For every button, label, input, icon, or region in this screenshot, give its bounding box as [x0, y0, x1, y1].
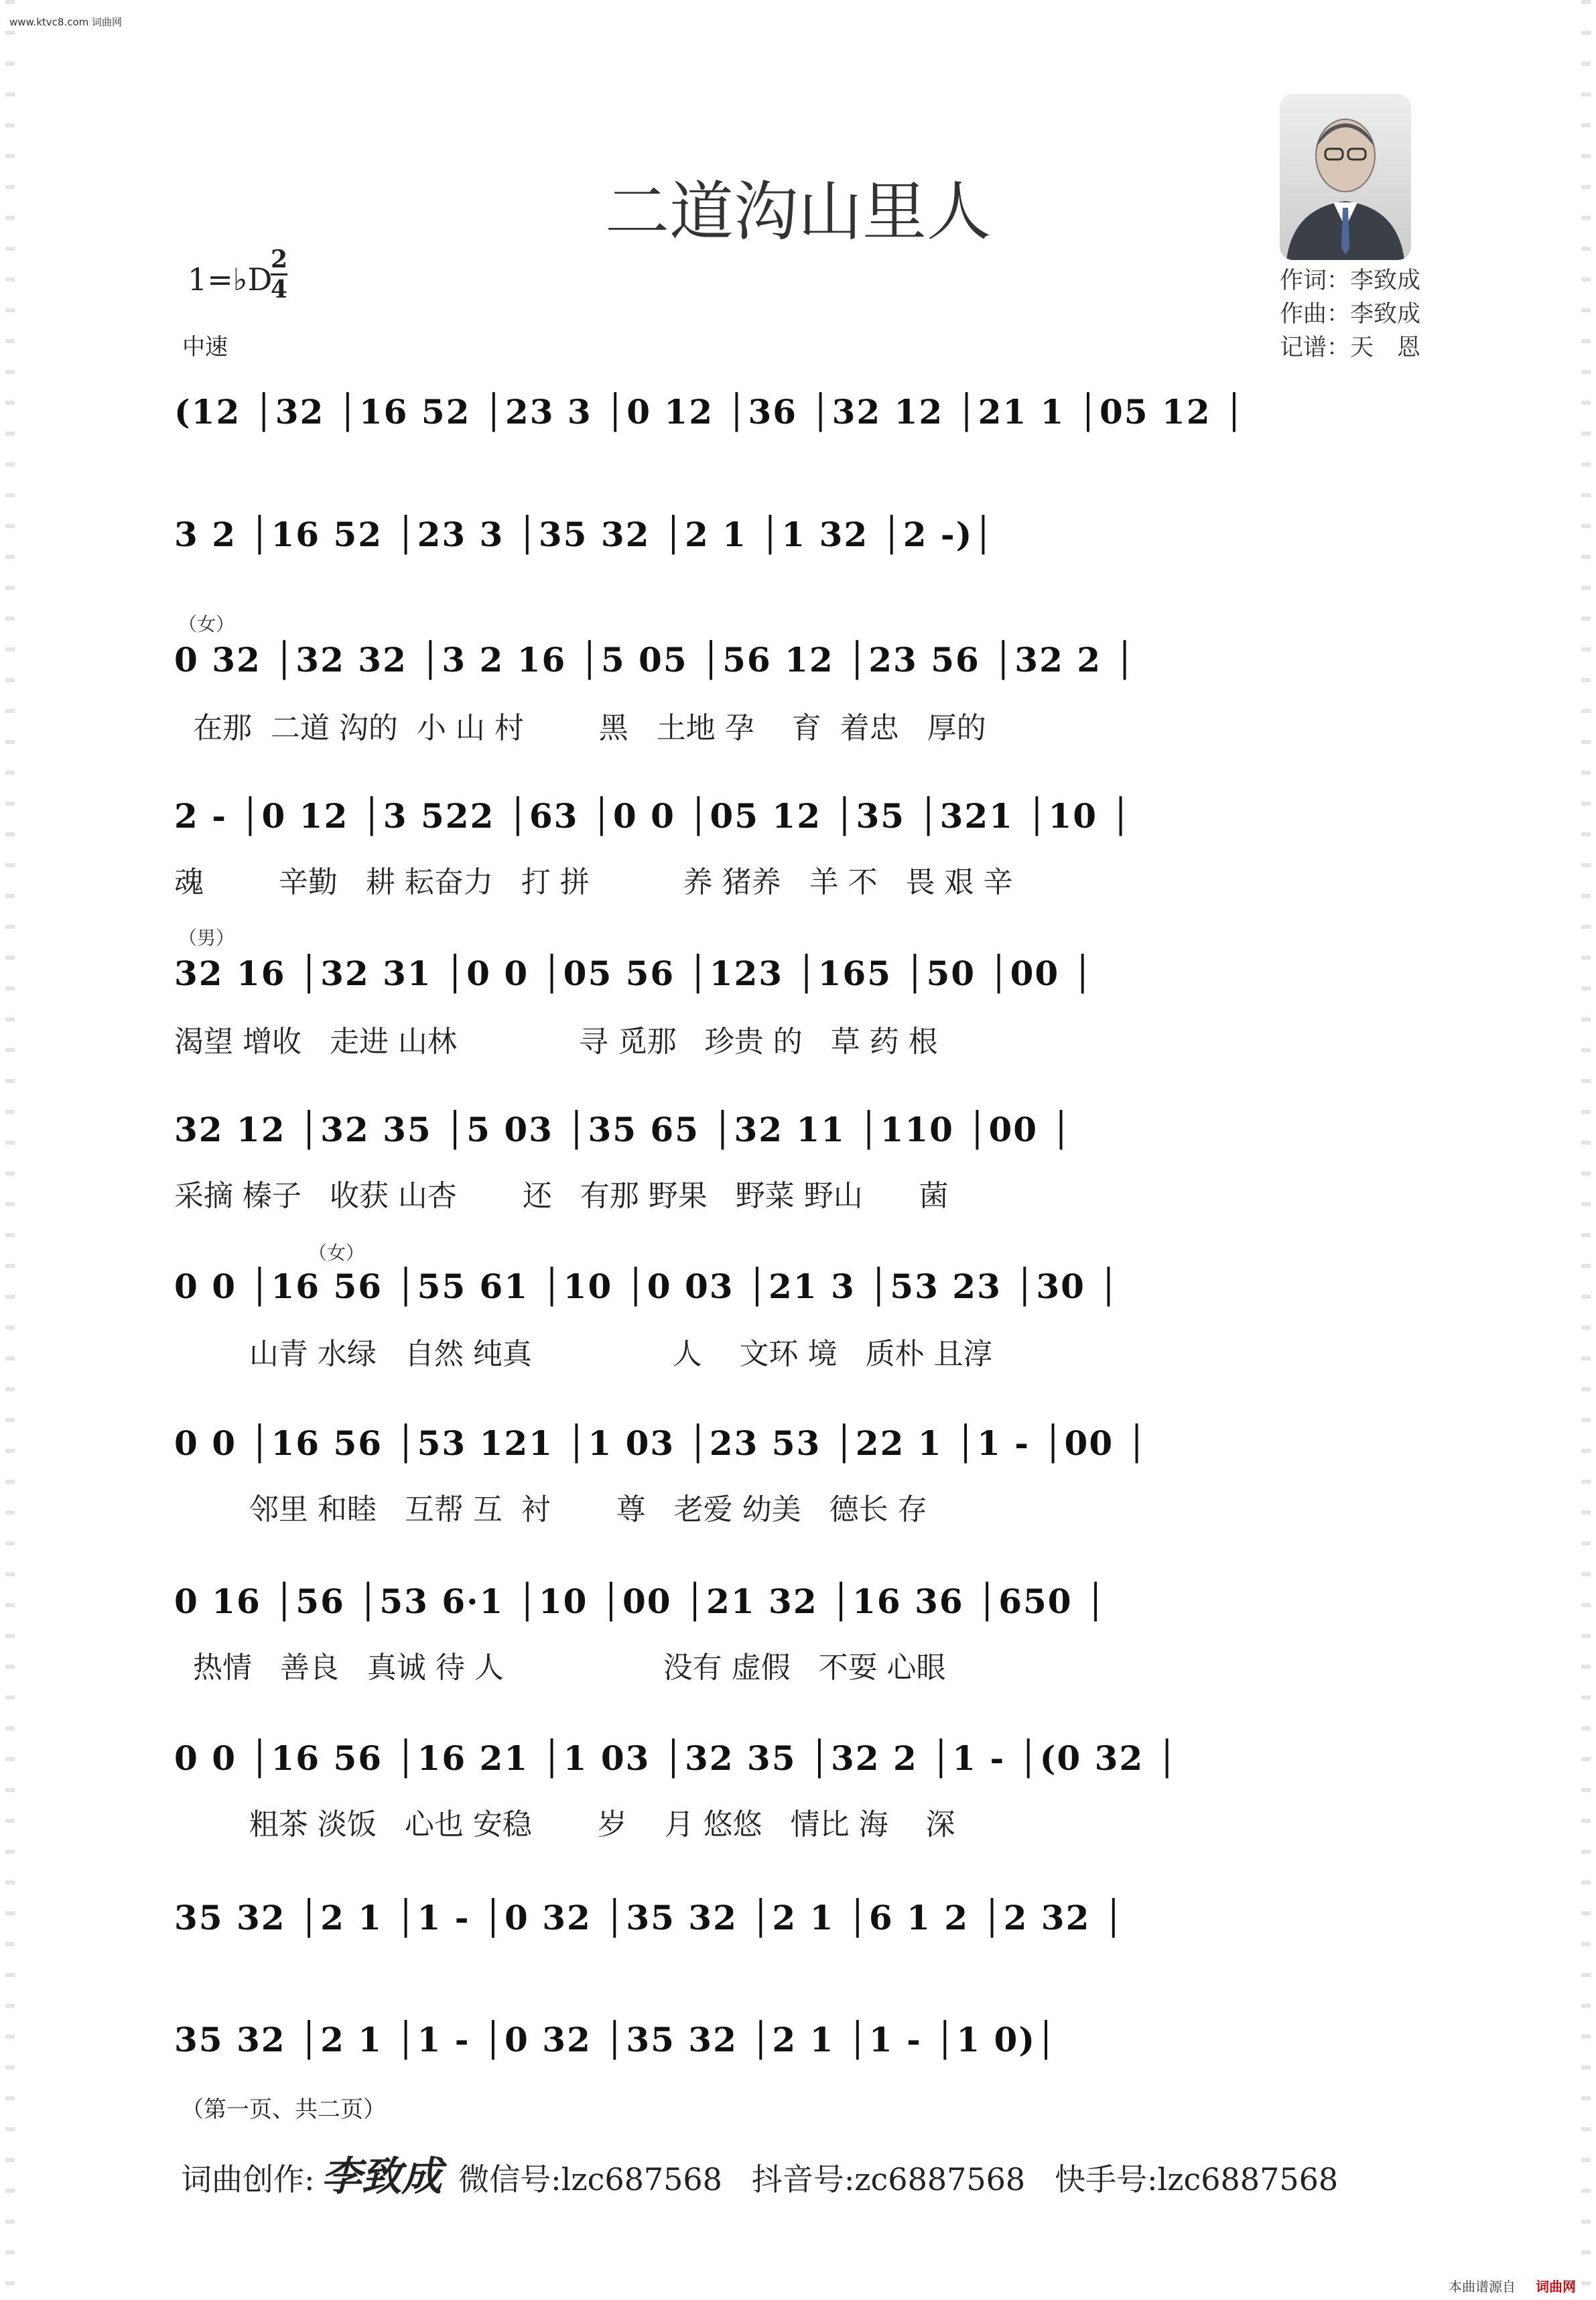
notation-line: 0 32 │32 32 │3 2 16 │5 05 │56 12 │23 56 │32 2 │ [174, 640, 1136, 680]
notation-line: 32 16 │32 31 │0 0 │05 56 │123 │165 │50 │00 │ [174, 954, 1094, 993]
notation-line: 0 0 │16 56 │55 61 │10 │0 03 │21 3 │53 23 │30 │ [174, 1267, 1120, 1306]
score-row [174, 1898, 1427, 1965]
time-signature [271, 245, 287, 304]
score-row [174, 2020, 1427, 2087]
time-bottom: 4 [271, 275, 288, 304]
score-row [174, 515, 1427, 602]
kuaishou-id: 快手号:lzc6887568 [1055, 2161, 1339, 2197]
wechat-id: 微信号:lzc687568 [458, 2161, 722, 2197]
portrait-icon [1280, 94, 1411, 260]
notation-line: (12 │32 │16 52 │23 3 │0 12 │36 │32 12 │21 1 │05 12 │ [174, 392, 1246, 432]
credits [1280, 264, 1420, 365]
score-row [174, 923, 1427, 1071]
lyric-line: 邻里 和睦 互帮 互 衬 尊 老爱 幼美 德长 存 [174, 1492, 927, 1527]
douyin-id: 抖音号:zc6887568 [751, 2161, 1026, 2197]
notation-line: 0 0 │16 56 │53 121 │1 03 │23 53 │22 1 │1 - │00 │ [174, 1423, 1148, 1463]
score-row [174, 1582, 1427, 1702]
lyric-line: 采摘 榛子 收获 山杏 还 有那 野果 野菜 野山 菌 [174, 1179, 949, 1213]
source-label: 本曲谱源自 [1449, 2279, 1516, 2295]
notation-line: 0 16 │56 │53 6·1 │10 │00 │21 32 │16 36 │650 │ [174, 1582, 1108, 1621]
score-row [174, 610, 1427, 757]
notation-line: 32 12 │32 35 │5 03 │35 65 │32 11 │110 │00 │ [174, 1110, 1073, 1149]
key-signature: 1=♭D [188, 261, 273, 298]
lyric-line: 山青 水绿 自然 纯真 人 文环 境 质朴 且淳 [174, 1337, 993, 1371]
signature: 李致成 [321, 2153, 442, 2200]
notation-line: 0 0 │16 56 │16 21 │1 03 │32 35 │32 2 │1 - │(0 32 │ [174, 1738, 1179, 1778]
source-note [1449, 2276, 1576, 2295]
lyric-line: 渴望 增收 走进 山林 寻 觅那 珍贵 的 草 药 根 [174, 1025, 938, 1059]
left-watermark-strip [5, 0, 15, 2300]
score-row [174, 796, 1427, 917]
voice-label: （女） [178, 613, 235, 635]
notation-line: 35 32 │2 1 │1 - │0 32 │35 32 │2 1 │1 - │1 0)│ [174, 2020, 1058, 2059]
footer-label: 词曲创作: [181, 2161, 315, 2197]
lyric-line: 粗茶 淡饭 心也 安稳 岁 月 悠悠 情比 海 深 [174, 1807, 955, 1842]
site-label: www.ktvc8.com 词曲网 [9, 16, 123, 28]
right-watermark-strip [1581, 0, 1591, 2300]
score-row [174, 1423, 1427, 1544]
score-row [174, 392, 1427, 479]
notation-line: 3 2 │16 52 │23 3 │35 32 │2 1 │1 32 │2 -)│ [174, 515, 995, 554]
lyric-line: 热情 善良 真诚 待 人 没有 虚假 不耍 心眼 [174, 1651, 946, 1685]
notation-line: 35 32 │2 1 │1 - │0 32 │35 32 │2 1 │6 1 2 │2 32 │ [174, 1898, 1125, 1937]
lyric-line: 在那 二道 沟的 小 山 村 黑 土地 孕 育 着忠 厚的 [174, 711, 986, 745]
time-top: 2 [271, 245, 287, 275]
score-row [174, 1110, 1427, 1230]
transcriber: 记谱：天 恩 [1280, 334, 1421, 361]
source-site[interactable]: 词曲网 [1536, 2279, 1576, 2295]
author-photo [1280, 94, 1411, 260]
score-row [174, 1738, 1427, 1859]
page-note: （第一页、共二页） [181, 2096, 386, 2123]
song-title: 二道沟山里人 [605, 174, 991, 249]
lyricist: 作词：李致成 [1280, 267, 1421, 294]
lyric-line: 魂 辛勤 耕 耘奋力 打 拼 养 猪养 羊 不 畏 艰 辛 [174, 865, 1013, 899]
footer [181, 2145, 1338, 2202]
composer: 作曲：李致成 [1280, 301, 1421, 328]
notation-line: 2 - │0 12 │3 522 │63 │0 0 │05 12 │35 │321 │10 │ [174, 796, 1132, 836]
voice-label: （男） [178, 927, 235, 949]
score-row [174, 1238, 1427, 1386]
tempo-marking: 中速 [182, 334, 228, 361]
voice-label: （女） [308, 1242, 365, 1264]
